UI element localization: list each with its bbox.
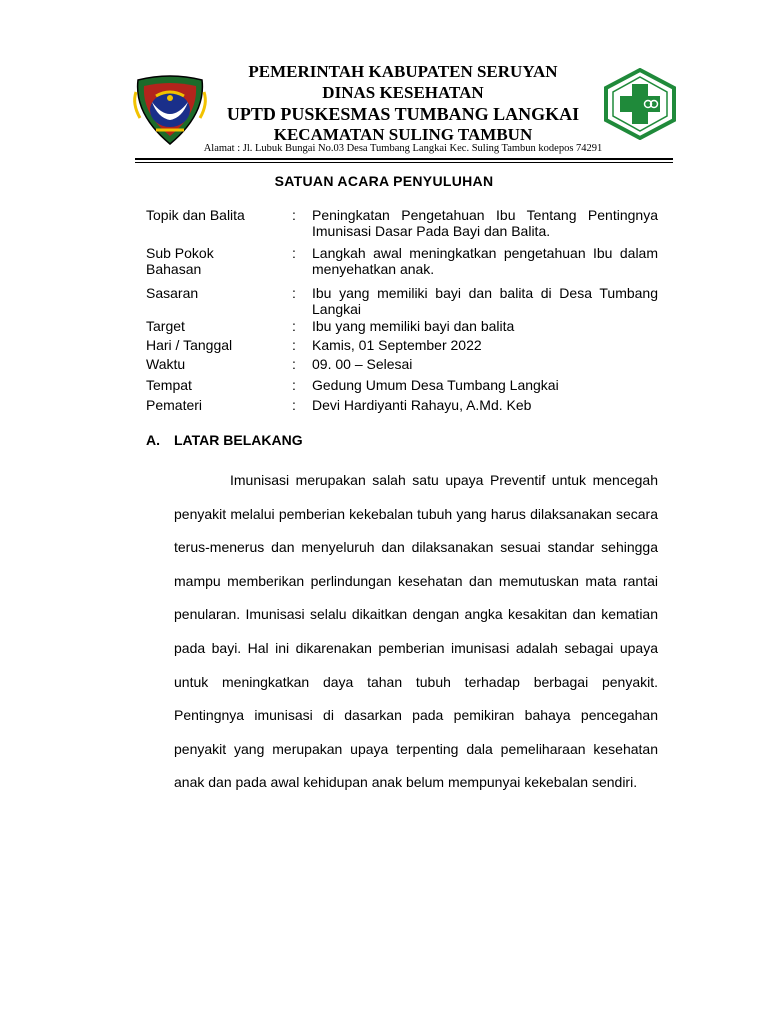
info-label: Pemateri [146,397,203,413]
info-value: Ibu yang memiliki bayi dan balita di Desa Tumbang Langkai [312,285,658,317]
info-label: Target [146,318,185,334]
info-label: Topik dan Balita [146,207,245,223]
document-title: SATUAN ACARA PENYULUHAN [274,173,494,189]
section-paragraph: Imunisasi merupakan salah satu upaya Preventif untuk mencegah penyakit melalui pemberian kekebalan tubuh yang harus dilaksanakan secara terus-menerus dan menyeluruh dan dilaksanakan sesuai standar sehingga mampu memberikan perlindungan kesehatan dan memutuskan mata rantai penularan. Imunisasi selalu dikaitkan dengan angka kesakitan dan kematian pada bayi. Hal ini dikarenakan pemberian imunisasi adalah sebagai upaya untuk meningkatkan daya tahan tubuh terhadap berbagai penyakit. Pentingnya imunisasi di dasarkan pada pemikiran bahaya pencegahan penyakit yang merupakan upaya terpenting dala pemeliharaan kesehatan anak dan pada awal kehidupan anak belum mempunyai kekebalan sendiri. [174,472,658,791]
info-value: Ibu yang memiliki bayi dan balita [312,318,515,334]
info-colon: : [292,356,296,372]
header-line-agency: DINAS KESEHATAN [322,83,484,102]
header-divider-thick [135,158,673,160]
header-line-puskesmas: UPTD PUSKESMAS TUMBANG LANGKAI [226,104,580,124]
info-value: Langkah awal meningkatkan pengetahuan Ibu dalam menyehatkan anak. [312,245,658,277]
header-line-district: KECAMATAN SULING TAMBUN [273,125,533,144]
info-colon: : [292,285,296,301]
info-colon: : [292,397,296,413]
info-label: Tempat [146,377,192,393]
section-title: LATAR BELAKANG [174,432,303,448]
info-colon: : [292,245,296,261]
info-colon: : [292,337,296,353]
info-value: Kamis, 01 September 2022 [312,337,482,353]
info-label: Hari / Tanggal [146,337,233,353]
section-number: A. [146,432,160,448]
puskesmas-cross-icon [604,68,676,140]
info-value: Devi Hardiyanti Rahayu, A.Md. Keb [312,397,532,413]
header-line-government: PEMERINTAH KABUPATEN SERUYAN [248,62,558,81]
info-colon: : [292,377,296,393]
header-divider-thin [135,162,673,163]
info-value: Peningkatan Pengetahuan Ibu Tentang Pentingnya Imunisasi Dasar Pada Bayi dan Balita. [312,207,658,239]
header-address: Alamat : Jl. Lubuk Bungai No.03 Desa Tumbang Langkai Kec. Suling Tambun kodepos 74291 [203,143,603,154]
info-label: Sasaran [146,285,199,301]
info-colon: : [292,318,296,334]
info-value: 09. 00 – Selesai [312,356,413,372]
info-value: Gedung Umum Desa Tumbang Langkai [312,377,559,393]
info-colon: : [292,207,296,223]
info-label: Waktu [146,356,186,372]
info-label: Sub Pokok Bahasan [146,245,214,277]
